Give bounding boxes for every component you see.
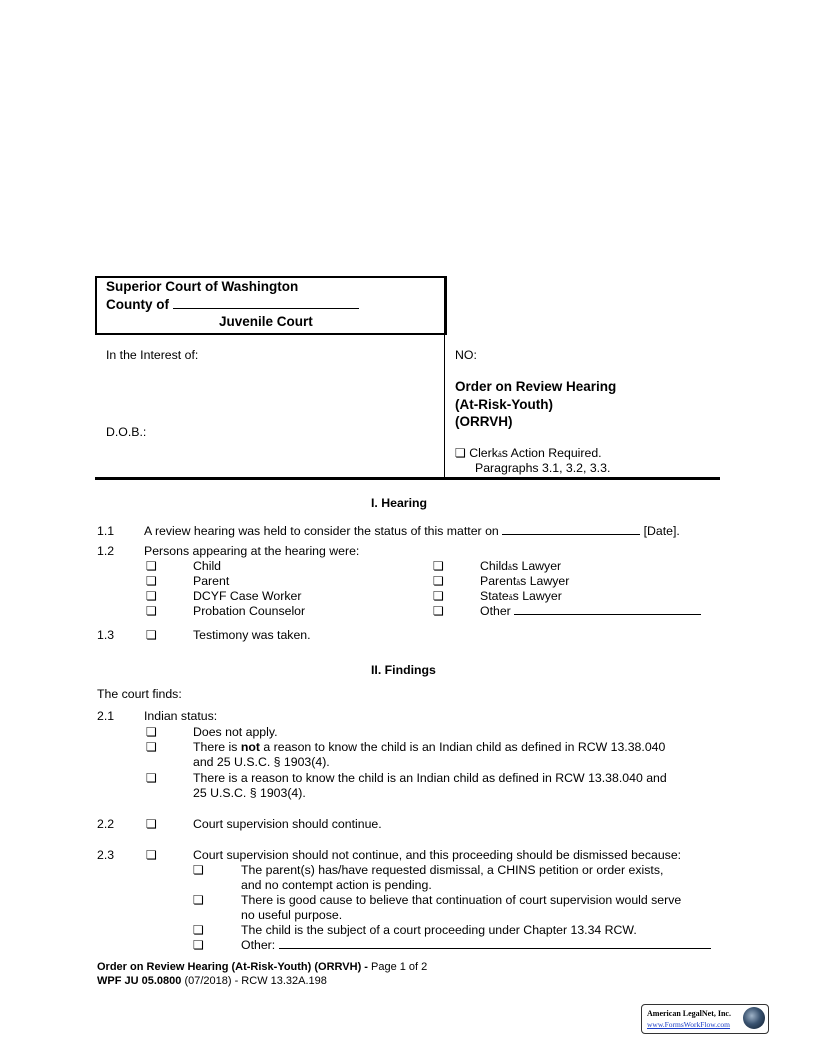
attend-state-lawyer-label: Stateås Lawyer: [480, 589, 562, 603]
indian-not-checkbox[interactable]: ❏: [146, 740, 157, 754]
clerk-action: ❏ Clerkås Action Required.: [455, 446, 602, 460]
reason-parents-label-cont: and no contempt action is pending.: [241, 878, 432, 892]
logo-url[interactable]: www.FormsWorkFlow.com: [647, 1020, 731, 1029]
attend-caseworker-checkbox[interactable]: ❏: [146, 589, 157, 603]
testimony-label: Testimony was taken.: [193, 628, 311, 642]
para-2-2-number: 2.2: [97, 817, 115, 831]
interest-label: In the Interest of:: [106, 348, 199, 362]
attend-child-label: Child: [193, 559, 222, 573]
indian-yes-checkbox[interactable]: ❏: [146, 771, 157, 785]
continue-checkbox[interactable]: ❏: [146, 817, 157, 831]
reason-other-checkbox[interactable]: ❏: [193, 938, 204, 952]
indian-yes-label-cont: 25 U.S.C. § 1903(4).: [193, 786, 306, 800]
findings-intro: The court finds:: [97, 687, 182, 701]
indian-not-label: There is not a reason to know the child is an Indian child as defined in RCW 13.38.040: [193, 740, 666, 754]
reason-other-label: Other:: [241, 938, 711, 952]
indian-not-label-cont: and 25 U.S.C. § 1903(4).: [193, 755, 330, 769]
reason-parents-label: The parent(s) has/have requested dismissal, a CHINS petition or order exists,: [241, 863, 664, 877]
attend-state-lawyer-checkbox[interactable]: ❏: [433, 589, 444, 603]
reason-cause-checkbox[interactable]: ❏: [193, 893, 204, 907]
para-1-3-number: 1.3: [97, 628, 115, 642]
indian-na-checkbox[interactable]: ❏: [146, 725, 157, 739]
dismiss-checkbox[interactable]: ❏: [146, 848, 157, 862]
reason-other-blank[interactable]: [279, 938, 711, 949]
case-number-label: NO:: [455, 348, 477, 362]
county-label: County of: [106, 297, 359, 312]
attend-parent-checkbox[interactable]: ❏: [146, 574, 157, 588]
caption-divider: [444, 276, 445, 478]
doc-title-2: (At-Risk-Youth): [455, 397, 553, 412]
para-2-1-text: Indian status:: [144, 709, 218, 723]
clerk-paragraphs: Paragraphs 3.1, 3.2, 3.3.: [475, 461, 611, 475]
reason-cause-label: There is good cause to believe that continuation of court supervision would serve: [241, 893, 682, 907]
para-1-2-text: Persons appearing at the hearing were:: [144, 544, 360, 558]
attend-parent-lawyer-checkbox[interactable]: ❏: [433, 574, 444, 588]
para-2-3-number: 2.3: [97, 848, 115, 862]
attend-other-checkbox[interactable]: ❏: [433, 604, 444, 618]
indian-yes-label: There is a reason to know the child is an Indian child as defined in RCW 13.38.040 and: [193, 771, 667, 785]
dob-label: D.O.B.:: [106, 425, 147, 439]
para-1-2-number: 1.2: [97, 544, 115, 558]
footer-form: WPF JU 05.0800 (07/2018) - RCW 13.32A.198: [97, 975, 327, 987]
doc-title-3: (ORRVH): [455, 414, 513, 429]
logo-seal-icon: [743, 1007, 765, 1029]
testimony-checkbox[interactable]: ❏: [146, 628, 157, 642]
attend-child-lawyer-label: Childås Lawyer: [480, 559, 562, 573]
attend-caseworker-label: DCYF Case Worker: [193, 589, 302, 603]
attend-probation-checkbox[interactable]: ❏: [146, 604, 157, 618]
reason-1334-label: The child is the subject of a court proceeding under Chapter 13.34 RCW.: [241, 923, 637, 937]
attend-probation-label: Probation Counselor: [193, 604, 306, 618]
para-2-1-number: 2.1: [97, 709, 115, 723]
caption-bottom-rule: [95, 477, 720, 480]
logo-name: American LegalNet, Inc.: [647, 1009, 731, 1018]
reason-parents-checkbox[interactable]: ❏: [193, 863, 204, 877]
juvenile-court: Juvenile Court: [219, 314, 313, 329]
continue-label: Court supervision should continue.: [193, 817, 382, 831]
section1-heading: I. Hearing: [371, 496, 428, 510]
indian-na-label: Does not apply.: [193, 725, 278, 739]
reason-cause-label-cont: no useful purpose.: [241, 908, 343, 922]
footer-title: Order on Review Hearing (At-Risk-Youth) (ORRVH) - Page 1 of 2: [97, 961, 428, 973]
attend-child-lawyer-checkbox[interactable]: ❏: [433, 559, 444, 573]
para-1-1-text: A review hearing was held to consider the status of this matter on [Date].: [144, 524, 680, 538]
publisher-logo[interactable]: [641, 1004, 769, 1034]
attend-other-blank[interactable]: [514, 604, 701, 615]
court-name: Superior Court of Washington: [106, 279, 299, 294]
reason-1334-checkbox[interactable]: ❏: [193, 923, 204, 937]
date-blank[interactable]: [502, 524, 640, 535]
attend-other-label: Other: [480, 604, 701, 618]
section2-heading: II. Findings: [371, 663, 436, 677]
attend-parent-lawyer-label: Parentås Lawyer: [480, 574, 570, 588]
county-blank[interactable]: [173, 298, 359, 309]
attend-child-checkbox[interactable]: ❏: [146, 559, 157, 573]
para-1-1-number: 1.1: [97, 524, 115, 538]
dismiss-label: Court supervision should not continue, and this proceeding should be dismissed because:: [193, 848, 682, 862]
doc-title-1: Order on Review Hearing: [455, 379, 617, 394]
clerk-checkbox[interactable]: ❏: [455, 446, 466, 460]
attend-parent-label: Parent: [193, 574, 230, 588]
